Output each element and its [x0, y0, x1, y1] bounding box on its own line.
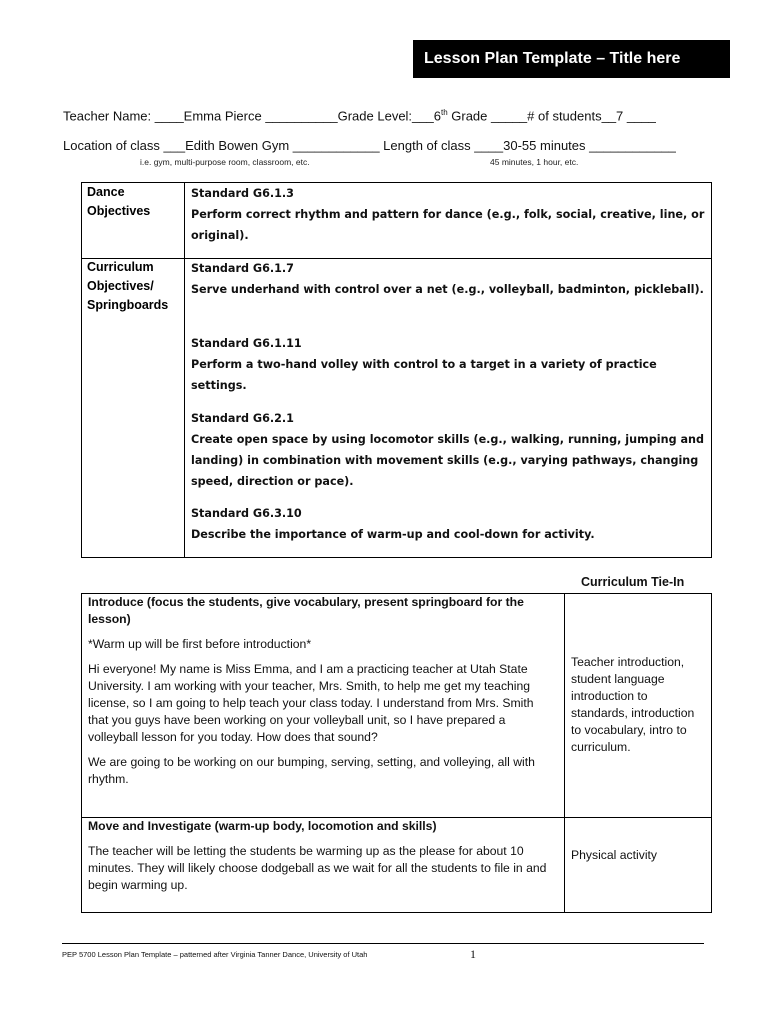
standard-code: Standard G6.1.3 [191, 187, 294, 200]
section-paragraph: The teacher will be letting the students be warming up as the please for about 10 minutes. They will likely choose dodgeball as we wait for all the students to file in and begin warming up. [88, 844, 547, 892]
standard-code: Standard G6.1.11 [191, 337, 302, 350]
move-investigate-tie-in: Physical activity [571, 848, 658, 862]
dance-objectives-label [87, 183, 183, 221]
curriculum-objectives-label [87, 258, 183, 315]
standard-text: Describe the importance of warm-up and cool-down for activity. [191, 528, 595, 541]
location-hint: i.e. gym, multi-purpose room, classroom, etc. [140, 157, 310, 167]
curriculum-standard [191, 408, 706, 492]
standard-text: Create open space by using locomotor skills (e.g., walking, running, jumping and landing) in combination with movement skills (e.g., varying pathways, changing speed, direction or pace). [191, 433, 704, 488]
page-title: Lesson Plan Template – Title here [413, 40, 730, 78]
label-line: Dance [87, 185, 125, 199]
curriculum-standard [191, 333, 706, 396]
objectives-table [81, 182, 712, 558]
move-investigate-section [88, 818, 554, 902]
label-line: Springboards [87, 298, 169, 312]
label-line: Curriculum [87, 260, 154, 274]
teacher-line-text: Teacher Name: ____Emma Pierce __________Grade Level:___6 [63, 108, 441, 124]
standard-text: Serve underhand with control over a net (e.g., volleyball, badminton, pickleball). [191, 283, 704, 296]
length-hint: 45 minutes, 1 hour, etc. [490, 157, 579, 167]
location-info-line: Location of class ___Edith Bowen Gym ____________ Length of class ____30-55 minutes ____________ [63, 138, 676, 153]
introduce-tie-in: Teacher introduction, student language introduction to standards, introduction to vocabulary, intro to curriculum. [571, 655, 695, 754]
introduce-section [88, 594, 554, 796]
standard-code: Standard G6.2.1 [191, 412, 294, 425]
footer-text: PEP 5700 Lesson Plan Template – patterned after Virginia Tanner Dance, University of Utah [62, 950, 368, 959]
section-heading: Introduce (focus the students, give vocabulary, present springboard for the lesson) [88, 595, 524, 626]
curriculum-standard [191, 503, 706, 545]
label-line: Objectives/ [87, 279, 154, 293]
grade-suffix: th [440, 108, 448, 117]
lesson-sections-table [81, 593, 712, 913]
standard-code: Standard G6.1.7 [191, 262, 294, 275]
section-note: *Warm up will be first before introduction* [88, 637, 312, 651]
footer-divider [62, 943, 704, 944]
standard-code: Standard G6.3.10 [191, 507, 302, 520]
dance-standard [191, 183, 706, 246]
column-divider [564, 594, 565, 912]
section-paragraph: Hi everyone! My name is Miss Emma, and I am a practicing teacher at Utah State University. I am working with your teacher, Mrs. Smith, to help me get my teaching license, so I am going to help teach your class today. I understand from Mrs. Smith that you guys have been working on your volleyball unit, so I have prepared a volleyball lesson for you today. How does that sound? [88, 662, 534, 744]
teacher-line-rest: Grade _____# of students__7 ____ [447, 108, 656, 124]
curriculum-tie-in-header: Curriculum Tie-In [581, 575, 685, 589]
column-divider [184, 183, 185, 557]
standard-text: Perform correct rhythm and pattern for dance (e.g., folk, social, creative, line, or original). [191, 208, 705, 242]
section-paragraph: We are going to be working on our bumping, serving, setting, and volleying, all with rhythm. [88, 755, 535, 786]
teacher-info-line [63, 108, 656, 123]
standard-text: Perform a two-hand volley with control to a target in a variety of practice settings. [191, 358, 657, 392]
section-heading: Move and Investigate (warm-up body, locomotion and skills) [88, 819, 437, 833]
label-line: Objectives [87, 204, 151, 218]
curriculum-standard [191, 258, 706, 300]
page-number: 1 [470, 947, 476, 961]
